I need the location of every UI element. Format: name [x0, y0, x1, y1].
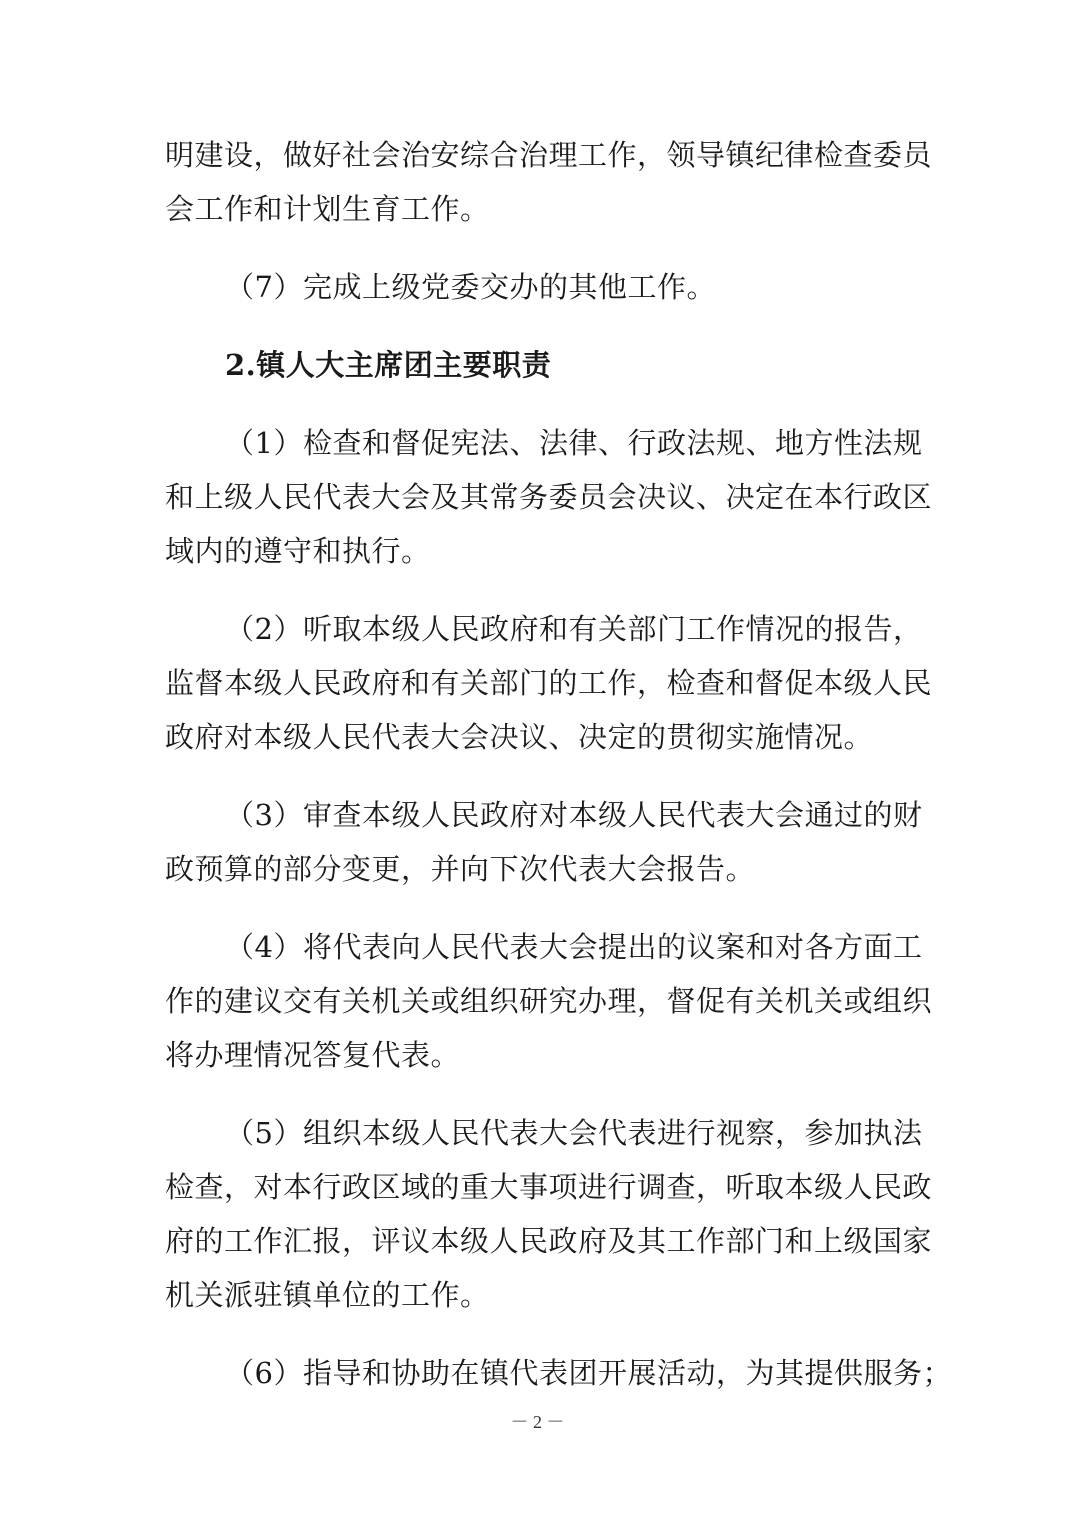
text-line: 检查，对本行政区域的重大事项进行调查，听取本级人民政 [165, 1170, 933, 1204]
text-line: （6）指导和协助在镇代表团开展活动，为其提供服务； [225, 1356, 952, 1390]
text-line: 政府对本级人民代表大会决议、决定的贯彻实施情况。 [165, 720, 874, 754]
heading-text: 2.镇人大主席团主要职责 [225, 348, 552, 382]
text-line: 府的工作汇报，评议本级人民政府及其工作部门和上级国家 [165, 1224, 933, 1258]
section-heading [165, 338, 910, 392]
text-line: （1）检查和督促宪法、法律、行政法规、地方性法规 [225, 426, 923, 460]
document-body [165, 128, 952, 1400]
text-line: 监督本级人民政府和有关部门的工作，检查和督促本级人民 [165, 666, 933, 700]
text-line: 明建设，做好社会治安综合治理工作，领导镇纪律检查委员 [165, 138, 933, 172]
text-line: 政预算的部分变更，并向下次代表大会报告。 [165, 852, 756, 886]
text-line: （2）听取本级人民政府和有关部门工作情况的报告， [225, 612, 923, 646]
text-line: 和上级人民代表大会及其常务委员会决议、决定在本行政区 [165, 480, 933, 514]
paragraph-intro [165, 128, 933, 236]
paragraph-duty-5 [165, 1106, 933, 1322]
text-line: 机关派驻镇单位的工作。 [165, 1278, 490, 1312]
text-line: （5）组织本级人民代表大会代表进行视察，参加执法 [225, 1116, 923, 1150]
paragraph-duty-3 [165, 788, 923, 896]
text-line: 作的建议交有关机关或组织研究办理，督促有关机关或组织 [165, 984, 933, 1018]
paragraph-duty-1 [165, 416, 933, 578]
paragraph-duty-6 [165, 1346, 952, 1400]
text-line: （7）完成上级党委交办的其他工作。 [225, 270, 716, 304]
text-line: （4）将代表向人民代表大会提出的议案和对各方面工 [225, 930, 923, 964]
paragraph-duty-2 [165, 602, 933, 764]
text-line: （3）审查本级人民政府对本级人民代表大会通过的财 [225, 798, 923, 832]
text-line: 域内的遵守和执行。 [165, 534, 431, 568]
paragraph-duty-4 [165, 920, 933, 1082]
text-line: 会工作和计划生育工作。 [165, 192, 490, 226]
page-number: － 2 － [510, 1412, 565, 1432]
text-line: 将办理情况答复代表。 [165, 1038, 461, 1072]
paragraph-item-7 [165, 260, 910, 314]
